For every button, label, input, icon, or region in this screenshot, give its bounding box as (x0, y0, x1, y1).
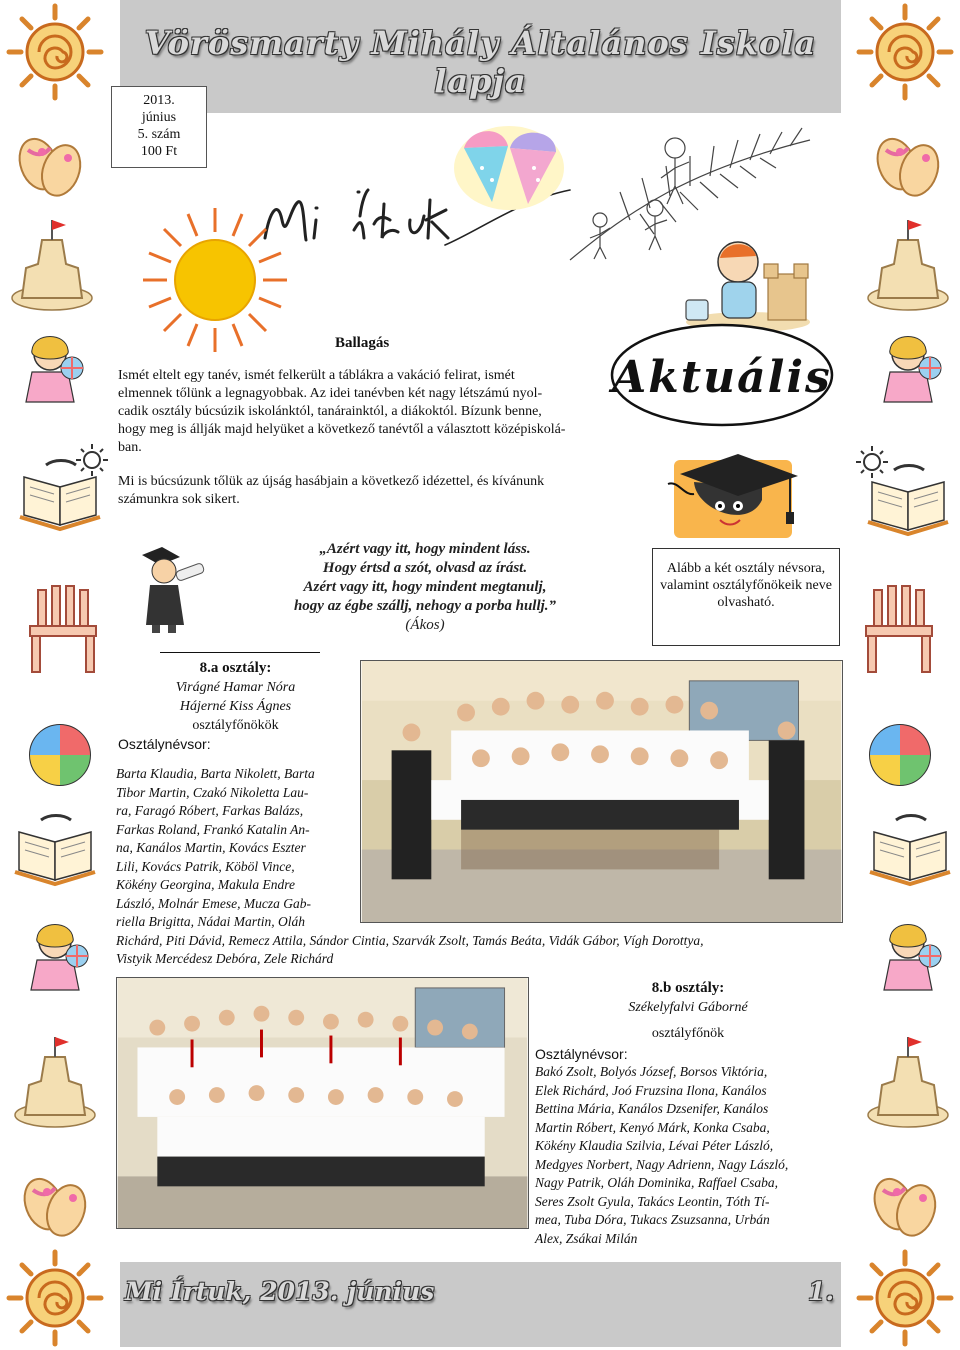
divider (160, 652, 320, 653)
article-heading: Ballagás (335, 335, 390, 351)
quote-line: Hogy értsd a szót, olvasd az írást. (322, 560, 528, 576)
class-b-teacher-role: osztályfőnök (651, 1026, 725, 1041)
class-b-names: Bakó Zsolt, Bolyós József, Borsos Viktória, Elek Richárd, Joó Fruzsina Ilona, Kanálos Bettina Mária, Kanálos Dzsenifer, Kanálos Martin Róbert, Kenyó Márk, Konka Csaba, Kökény Klaudia Szilvia, Lévai Péter László, Medgyes Norbert, Nagy Adrienn, Nagy László, Nagy Patrik, Oláh Dominika, Raffael Csaba, Seres Zsolt Gyula, Takács Leontin, Tóth Tí- mea, Tuba Dóra, Tukacs Zsuzsanna, Urbán Alex, Zsákai Milán (535, 1064, 789, 1246)
class-a-block (118, 658, 353, 754)
issue-price: 100 Ft (140, 144, 178, 159)
class-a-teacher: Virágné Hamar Nóra (175, 680, 296, 695)
graduation-cap-icon (664, 440, 804, 540)
class-a-title: 8.a osztály: (199, 660, 272, 676)
class-a-teacher: Hájerné Kiss Ágnes (179, 699, 292, 714)
class-list-note: Alább a két osztály névsora, valamint osztályfőnökeik neve olvasható. (652, 548, 840, 646)
issue-number: 5. szám (137, 127, 181, 142)
issue-year: 2013. (143, 93, 175, 108)
ice-cream-cones-icon (452, 118, 567, 213)
quote-line: Azért vagy itt, hogy mindent megtanulj, (303, 579, 547, 595)
class-b-title: 8.b osztály: (651, 980, 725, 996)
graduate-figure-icon (132, 545, 212, 640)
class-a-list-label: Osztálynévsor: (118, 736, 211, 752)
quote-block (240, 540, 610, 635)
class-b-photo (116, 977, 529, 1229)
class-a-teacher-role: osztályfőnökök (192, 718, 279, 733)
class-b-teacher: Székelyfalvi Gáborné (628, 1000, 748, 1015)
class-a-photo (360, 660, 843, 923)
footer-title: Mi Írtuk, 2013. június (125, 1277, 435, 1306)
sun-icon (140, 205, 290, 355)
class-b-list-label: Osztálynévsor: (535, 1046, 628, 1062)
issue-info-box (111, 86, 207, 168)
quote-author: (Ákos) (405, 617, 445, 633)
left-border-decoration (0, 0, 110, 1350)
article-paragraph-1: Ismét eltelt egy tanév, ismét felkerült a táblákra a vakáció felirat, ismét elmennek tőlünk a legnagyobbak. Az idei tanévben két nagy létszámú nyol- cadik osztály búcsúzik iskolánktól, tanárainktól, a diákoktól. Bízunk benne, hogy meg is állják majd helyüket a következő tanévtől a választott középiskolá- ban. (118, 368, 566, 455)
page-number: 1. (808, 1277, 835, 1306)
class-a-names: Barta Klaudia, Barta Nikolett, Barta Tibor Martin, Czakó Nikoletta Lau- ra, Faragó Róbert, Farkas Balázs, Farkas Roland, Frankó Katalin An- na, Kanálos Martin, Kovács Eszter Lili, Kovács Patrik, Köböl Vince, Kökény Georgina, Makula Endre László, Molnár Emese, Mucza Gab- riella Brigitta, Nádai Martin, Oláh Richárd, Piti Dávid, Remecz Attila, Sándor Cintia, Szarvák Zsolt, Tamás Beáta, Vidák Gábor, Vígh Dorottya, Vistyik Mercédesz Debóra, Zele Richárd (116, 766, 704, 966)
class-b-block (535, 978, 841, 1064)
article-paragraph-2: Mi is búcsúzunk tőlük az újság hasábjain a következő idézettel, és kívánunk számunkra sok sikert. (118, 474, 545, 507)
newspaper-title: Vörösmarty Mihály Általános Iskola lapja (144, 24, 817, 100)
quote-line: hogy az égbe szállj, nehogy a porba hullj.” (293, 598, 557, 614)
section-badge-text: Aktuális (612, 352, 832, 403)
quote-line: „Azért vagy itt, hogy mindent láss. (319, 541, 531, 557)
right-border-decoration (850, 0, 960, 1350)
issue-month: június (141, 110, 177, 125)
